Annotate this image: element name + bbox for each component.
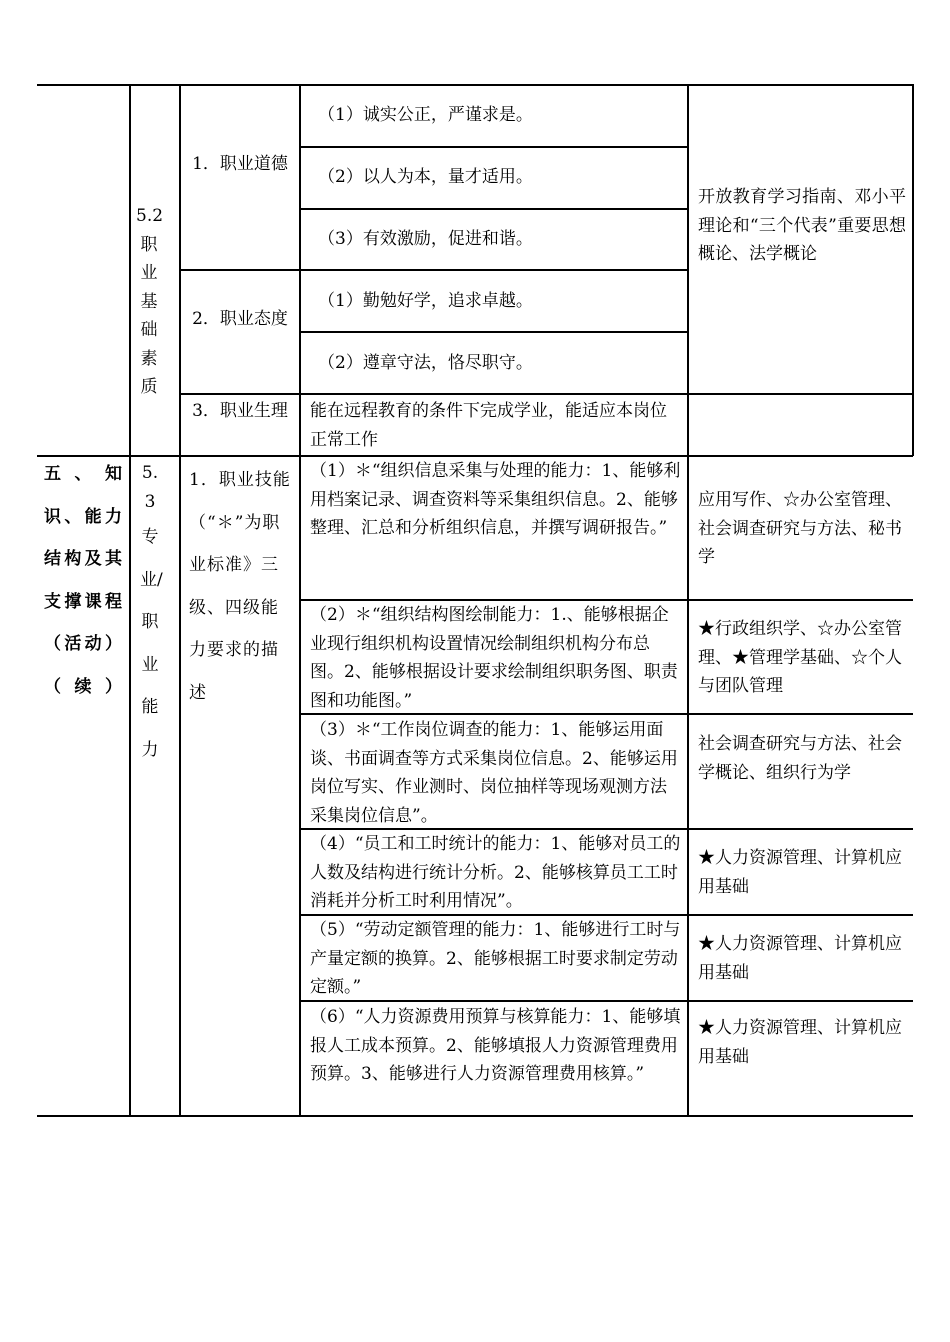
skill-courses-6: ★人力资源管理、计算机应用基础: [698, 1018, 902, 1067]
skill-courses-4: ★人力资源管理、计算机应用基础: [698, 848, 902, 897]
group-label: 2．职业态度: [192, 309, 288, 329]
skill-courses-2: ★行政组织学、☆办公室管理、★管理学基础、☆个人与团队管理: [698, 619, 902, 696]
skill-item-5: （5）“劳动定额管理的能力：1、能够进行工时与产量定额的换算。2、能够根据工时要求制定劳动定额。”: [310, 920, 681, 997]
item-ethics-3: （3）有效激励，促进和谐。: [318, 229, 533, 249]
skill-courses-3: 社会调查研究与方法、社会学概论、组织行为学: [698, 734, 902, 783]
skill-item-6: （6）“人力资源费用预算与核算能力：1、能够填报人工成本预算。2、能够填报人力资源管理费用预算。3、能够进行人力资源管理费用核算。”: [310, 1007, 681, 1084]
section-code: 5.3: [141, 463, 159, 512]
section-title-vertical: 职业基础素质: [140, 234, 158, 397]
row-divider: [180, 269, 688, 271]
group-label-attitude: [190, 305, 290, 334]
column-divider: [179, 84, 181, 1116]
row-divider: [300, 146, 688, 148]
row-divider: [300, 331, 688, 333]
column-divider: [912, 84, 914, 456]
group-label: 3．职业生理: [192, 401, 288, 421]
group-label: 1．职业道德: [192, 154, 288, 174]
column-divider: [687, 84, 689, 1116]
skill-courses-5: ★人力资源管理、计算机应用基础: [698, 934, 902, 983]
section-five-label: 五、知识、能力结构及其支撑课程（活动）（续）: [44, 464, 122, 697]
skill-item-2: （2）＊“组织结构图绘制能力：1.、能够根据企业现行组织机构设置情况绘制组织机构分布总图。2、能够根据设计要求绘制组织职务图、职责图和功能图。”: [310, 605, 678, 711]
item-physiology-1: 能在远程教育的条件下完成学业，能适应本岗位正常工作: [310, 401, 667, 450]
skill-courses-1: 应用写作、☆办公室管理、社会调查研究与方法、秘书学: [698, 490, 902, 567]
skill-item-3: （3）＊“工作岗位调查的能力：1、能够运用面谈、书面调查等方式采集岗位信息。2、能够运用岗位写实、作业测时、岗位抽样等现场观测方法采集岗位信息”。: [310, 720, 678, 826]
column-divider: [129, 84, 131, 1116]
column-divider: [299, 84, 301, 1116]
table-bottom-border: [37, 1115, 913, 1117]
courses-upper: 开放教育学习指南、邓小平理论和“三个代表”重要思想概论、法学概论: [698, 187, 906, 264]
group-label-skills: 1．职业技能（“＊”为职业标准》三级、四级能力要求的描述: [189, 470, 291, 703]
item-attitude-1: （1）勤勉好学，追求卓越。: [318, 291, 533, 311]
item-ethics-2: （2）以人为本，量才适用。: [318, 167, 533, 187]
group-label-physiology: [190, 397, 290, 426]
section-code: 5.2: [136, 206, 164, 226]
section-code-5-3: [138, 459, 162, 771]
skill-item-4: （4）“员工和工时统计的能力：1、能够对员工的人数及结构进行统计分析。2、能够核算员工工时消耗并分析工时利用情况”。: [310, 834, 681, 911]
skill-item-1: （1）＊“组织信息采集与处理的能力：1、能够利用档案记录、调查资料等采集组织信息。2、能够整理、汇总和分析组织信息，并撰写调研报告。”: [310, 461, 681, 538]
section-title-vertical: 专业/职业能力: [140, 527, 163, 760]
row-divider: [180, 393, 913, 395]
section-code-5-2: [136, 202, 176, 402]
item-attitude-2: （2）遵章守法，恪尽职守。: [318, 353, 533, 373]
group-label-ethics: [190, 150, 290, 179]
row-divider: [300, 208, 688, 210]
table-top-border: [37, 84, 913, 86]
item-ethics-1: （1）诚实公正，严谨求是。: [318, 105, 533, 125]
